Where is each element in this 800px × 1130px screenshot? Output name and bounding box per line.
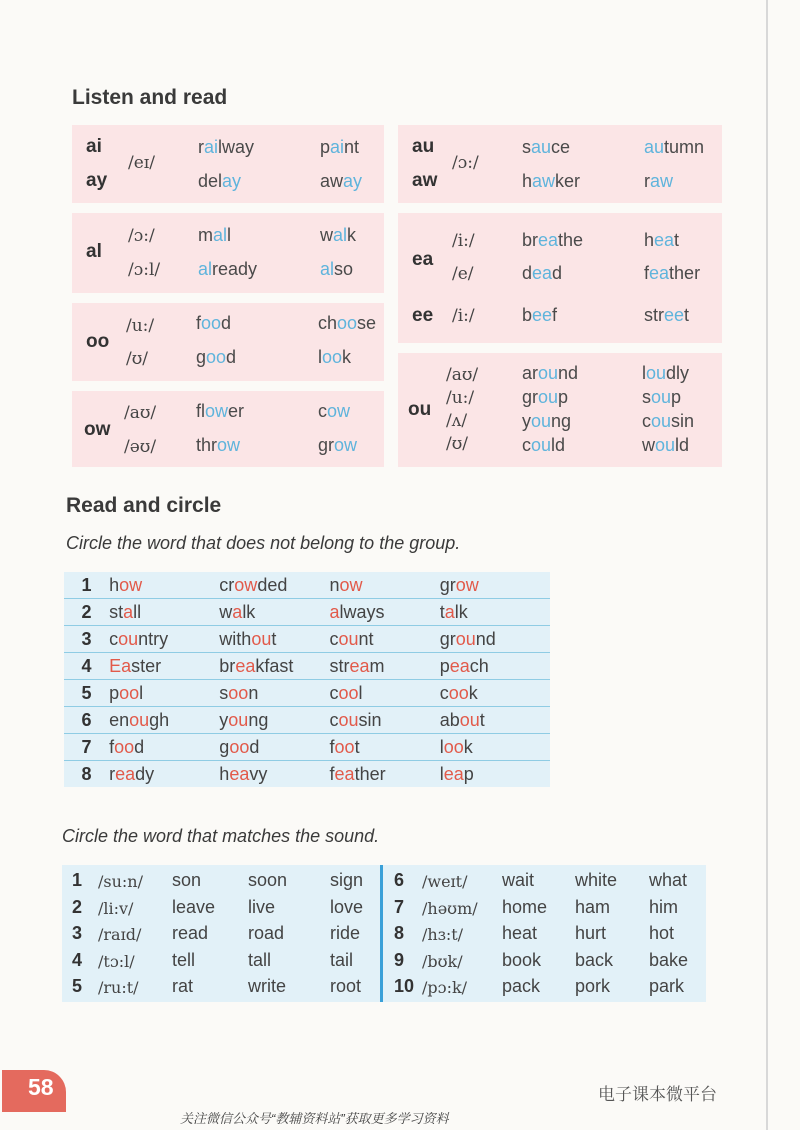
word-option[interactable]: tall [248,949,272,970]
word-option[interactable]: without [219,626,329,653]
letter-group: ow [84,419,111,440]
letter-group: ai [86,136,102,157]
phonetic: /pɔ:k/ [422,978,468,997]
example-word: beef [522,305,558,325]
word-option[interactable]: what [649,870,688,890]
phonics-box-ow [72,391,384,467]
table-row [64,680,550,707]
word-option[interactable]: pack [502,976,541,996]
word-option[interactable]: leap [439,763,474,784]
table-row [64,734,550,761]
phonetic: /bʊk/ [422,951,463,971]
word-option[interactable]: white [575,870,618,890]
page-edge [766,0,768,1130]
phonetic: /hɜ:t/ [422,925,464,944]
example-word: soup [642,387,682,407]
example-word: raw [644,171,674,191]
word-option[interactable]: leave [172,896,216,917]
match-row [72,870,372,897]
item-number: 5 [72,976,83,996]
example-word: look [318,347,352,367]
row-number: 1 [64,572,109,599]
letter-group: al [86,241,102,262]
match-row [394,976,694,1003]
example-word: cousin [642,411,695,431]
word-option[interactable]: root [330,976,362,996]
match-row [394,923,694,950]
phonetic: /su:n/ [98,872,143,891]
word-option[interactable]: heavy [219,763,268,784]
example-word: feather [644,263,701,283]
example-word: would [642,435,690,455]
word-option[interactable]: hurt [575,923,607,943]
example-word: paint [320,137,360,157]
example-word: choose [318,313,377,333]
word-option[interactable]: good [219,734,329,761]
item-number: 9 [394,949,405,970]
word-option[interactable]: back [575,949,614,970]
word-option[interactable]: book [502,949,542,970]
word-option[interactable]: grow [440,572,550,599]
example-word: food [196,313,232,333]
item-number: 10 [394,976,415,996]
table-row [64,626,550,653]
word-option[interactable]: pork [575,976,611,996]
table-row [64,761,550,788]
column-divider [380,865,383,1002]
example-word: loudly [642,363,690,383]
row-number: 3 [64,626,109,653]
letter-group: ea [412,249,434,270]
phonetic: /aʊ/ [124,403,157,423]
word-option[interactable]: enough [109,707,219,734]
row-number: 6 [64,707,109,734]
example-word: group [522,387,569,407]
phonetic: /li:v/ [98,898,134,918]
letter-group: au [412,136,435,157]
word-option[interactable]: him [649,896,679,917]
word-option[interactable]: peach [440,653,550,680]
example-word: delay [198,171,242,191]
word-option[interactable]: count [330,626,440,653]
example-word: dead [522,263,563,283]
match-row [72,950,372,977]
phonetic: /əʊ/ [124,437,157,457]
word-option[interactable]: crowded [219,572,329,599]
phonics-box-ee [398,293,722,343]
word-option[interactable]: read [172,923,209,943]
row-number: 4 [64,653,109,680]
item-number: 6 [394,870,405,890]
word-option[interactable]: hot [649,923,675,943]
word-option[interactable]: stall [109,599,219,626]
word-option[interactable]: ride [330,923,361,943]
phonics-box-ai-ay [72,125,384,203]
letter-group: ay [86,170,108,191]
phonetic: /ɔ:/ [452,153,479,173]
word-option[interactable]: look [440,734,550,761]
match-row [72,897,372,924]
word-option[interactable]: feather [329,763,386,784]
word-option[interactable]: ground [440,626,550,653]
table-row [64,572,550,599]
example-word: could [522,435,566,455]
match-sound-table [62,865,706,1002]
phonetic: /u:/ [126,316,155,336]
match-row [394,950,694,977]
phonetic: /tɔ:l/ [98,951,135,971]
phonetic: /ru:t/ [98,978,139,997]
example-word: throw [196,435,241,455]
word-option[interactable]: how [109,572,219,599]
example-word: also [320,259,354,279]
phonetic: /i:/ [452,306,475,326]
word-option[interactable]: young [219,707,329,734]
row-number: 2 [64,599,109,626]
example-word: breathe [522,230,584,250]
phonics-box-al [72,213,384,293]
phonetic: /ɔ:/ [128,226,155,246]
word-option[interactable]: always [330,599,440,626]
word-option[interactable]: bake [649,949,689,970]
example-word: away [320,171,363,191]
word-option[interactable]: rat [172,976,194,996]
phonetic: /ʌ/ [446,411,468,431]
word-option[interactable]: cool [330,680,440,707]
word-option[interactable]: soon [248,870,288,890]
example-word: young [522,411,572,431]
word-option[interactable]: stream [330,653,440,680]
word-option[interactable]: park [649,976,685,996]
phonetic: /ʊ/ [126,349,148,369]
page-number: 58 [28,1074,54,1100]
word-option[interactable]: live [248,896,276,917]
example-word: flower [196,401,245,421]
example-word: sauce [522,137,571,157]
example-word: grow [318,435,358,455]
phonetic: /ɔ:l/ [128,260,161,280]
word-option[interactable]: foot [330,734,440,761]
match-row [72,976,372,1003]
word-option[interactable]: write [248,976,287,996]
phonetic: /e/ [452,264,474,284]
table-row [64,599,550,626]
word-option[interactable]: ham [575,896,611,917]
example-word: mall [198,225,232,245]
match-row [394,897,694,924]
word-option[interactable]: Easter [109,653,219,680]
footer-note: 关注微信公众号“教辅资料站”获取更多学习资料 [180,1111,449,1126]
word-option[interactable]: wait [502,870,535,890]
word-option[interactable]: tail [330,949,354,970]
page-number-badge [2,1070,66,1112]
word-option[interactable]: son [172,870,202,890]
row-number: 7 [64,734,109,761]
word-option[interactable]: tell [172,949,196,970]
match-row [72,923,372,950]
table-row [64,653,550,680]
word-option[interactable]: pool [109,680,219,707]
letter-group: oo [86,331,110,352]
word-option[interactable]: love [330,896,364,917]
example-word: walk [320,225,357,245]
letter-group: ee [412,305,434,326]
phonetic: /u:/ [446,388,475,408]
example-word: railway [198,137,255,157]
odd-one-out-table [64,572,550,787]
phonetic: /eɪ/ [128,153,155,173]
phonetic: /həʊm/ [422,898,478,918]
letter-group: aw [412,170,438,191]
instruction-match-sound: Circle the word that matches the sound. [62,826,380,846]
phonics-box-oo [72,303,384,381]
word-option[interactable]: home [502,896,548,917]
word-option[interactable]: soon [219,680,329,707]
example-word: hawker [522,171,581,191]
word-option[interactable]: sign [330,870,364,890]
item-number: 8 [394,923,405,943]
word-option[interactable]: cousin [330,707,440,734]
example-word: street [644,305,690,325]
instruction-odd-one-out: Circle the word that does not belong to the group. [66,533,461,553]
row-number: 8 [81,763,92,784]
phonics-box-ea [398,213,722,293]
match-row [394,870,694,897]
word-option[interactable]: heat [502,923,538,943]
item-number: 4 [72,949,83,970]
example-word: already [198,259,258,279]
phonetic: /raɪd/ [98,925,142,944]
word-option[interactable]: now [330,572,440,599]
phonetic: /aʊ/ [446,365,479,385]
item-number: 7 [394,896,405,917]
word-option[interactable]: cook [440,680,550,707]
phonetic: /i:/ [452,231,475,251]
watermark: 电子课本微平台 [598,1085,717,1104]
letter-group: ou [408,399,432,420]
word-option[interactable]: food [109,734,219,761]
row-number: 5 [64,680,109,707]
word-option[interactable]: country [109,626,219,653]
table-row [64,707,550,734]
phonetic: /weɪt/ [422,872,468,891]
word-option[interactable]: about [440,707,550,734]
phonics-box-ou [398,353,722,467]
item-number: 1 [72,870,83,890]
word-option[interactable]: road [248,923,285,943]
item-number: 3 [72,923,83,943]
example-word: cow [318,401,351,421]
word-option[interactable]: ready [109,763,155,784]
section-title-listen-and-read: Listen and read [72,86,228,109]
example-word: autumn [644,137,705,157]
word-option[interactable]: walk [219,599,329,626]
phonetic: /ʊ/ [446,434,468,454]
section-title-read-and-circle: Read and circle [66,494,222,517]
example-word: good [196,347,237,367]
example-word: around [522,363,579,383]
word-option[interactable]: talk [440,599,550,626]
phonics-box-au-aw [398,125,722,203]
example-word: heat [644,230,680,250]
word-option[interactable]: breakfast [219,653,329,680]
item-number: 2 [72,896,83,917]
